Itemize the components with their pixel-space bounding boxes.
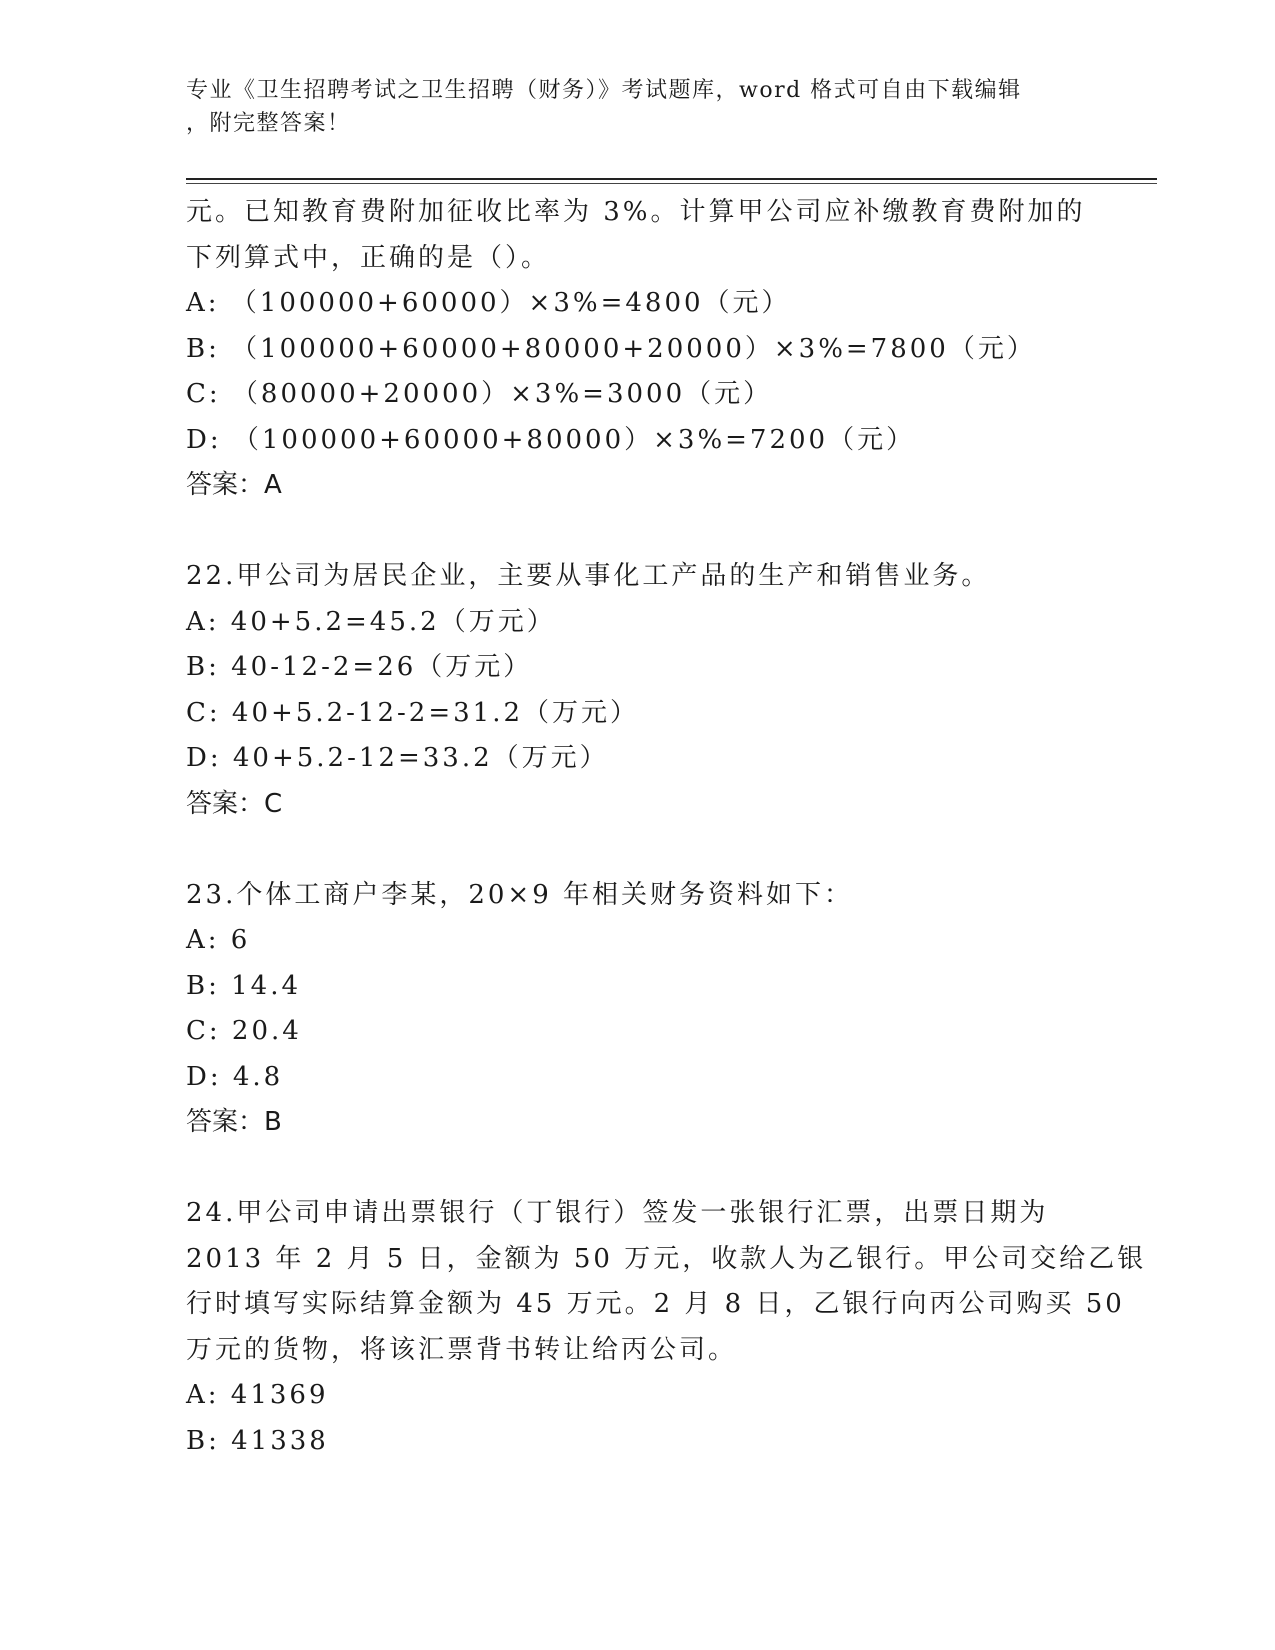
option-d: D: 4.8 bbox=[186, 1061, 284, 1092]
question-list bbox=[186, 190, 1147, 1464]
question-stem-line: 万元的货物，将该汇票背书转让给丙公司。 bbox=[186, 1334, 738, 1365]
question-spacer bbox=[186, 509, 1086, 555]
question-stem-line: 行时填写实际结算金额为 45 万元。2 月 8 日，乙银行向丙公司购买 50 bbox=[186, 1289, 1125, 1319]
answer-label: 答案：A bbox=[186, 470, 282, 500]
question-stem: 22.甲公司为居民企业，主要从事化工产品的生产和销售业务。 bbox=[186, 561, 991, 591]
question-stem-line: 下列算式中，正确的是（）。 bbox=[186, 242, 551, 273]
answer-label: 答案：B bbox=[186, 1107, 282, 1137]
option-b: B: （100000+60000+80000+20000）×3%=7800（元） bbox=[186, 333, 1036, 364]
header-title-line1: 专业《卫生招聘考试之卫生招聘（财务）》考试题库，word 格式可自由下载编辑 bbox=[186, 78, 1022, 103]
header-rule-thin bbox=[186, 183, 1157, 184]
option-a: A: （100000+60000）×3%=4800（元） bbox=[186, 288, 791, 318]
option-c: C: 40+5.2-12-2=31.2（万元） bbox=[186, 697, 640, 728]
option-c: C: （80000+20000）×3%=3000（元） bbox=[186, 379, 773, 409]
answer-label: 答案：C bbox=[186, 788, 283, 819]
question-spacer bbox=[186, 827, 1086, 873]
question-21 bbox=[186, 190, 1086, 509]
question-stem-line: 元。已知教育费附加征收比率为 3%。计算甲公司应补缴教育费附加的 bbox=[186, 197, 1086, 227]
question-22 bbox=[186, 554, 1086, 827]
question-spacer bbox=[186, 1146, 1086, 1192]
option-b: B: 41338 bbox=[186, 1425, 329, 1456]
header-title-line2: ，附完整答案！ bbox=[186, 111, 351, 136]
document-header bbox=[186, 74, 1066, 140]
option-b: B: 40-12-2=26（万元） bbox=[186, 652, 533, 682]
question-24 bbox=[186, 1191, 1147, 1464]
header-rule-thick bbox=[186, 178, 1157, 180]
option-d: D: 40+5.2-12=33.2（万元） bbox=[186, 743, 609, 773]
option-a: A: 6 bbox=[186, 925, 251, 955]
option-a: A: 41369 bbox=[186, 1380, 329, 1410]
question-stem-line: 24.甲公司申请出票银行（丁银行）签发一张银行汇票，出票日期为 bbox=[186, 1198, 1049, 1228]
option-d: D: （100000+60000+80000）×3%=7200（元） bbox=[186, 424, 916, 455]
option-a: A: 40+5.2=45.2（万元） bbox=[186, 606, 556, 637]
question-stem-line: 2013 年 2 月 5 日，金额为 50 万元，收款人为乙银行。甲公司交给乙银 bbox=[186, 1243, 1147, 1274]
option-b: B: 14.4 bbox=[186, 970, 302, 1001]
option-c: C: 20.4 bbox=[186, 1016, 302, 1046]
question-23 bbox=[186, 873, 1086, 1146]
question-stem: 23.个体工商户李某，20×9 年相关财务资料如下： bbox=[186, 879, 854, 910]
